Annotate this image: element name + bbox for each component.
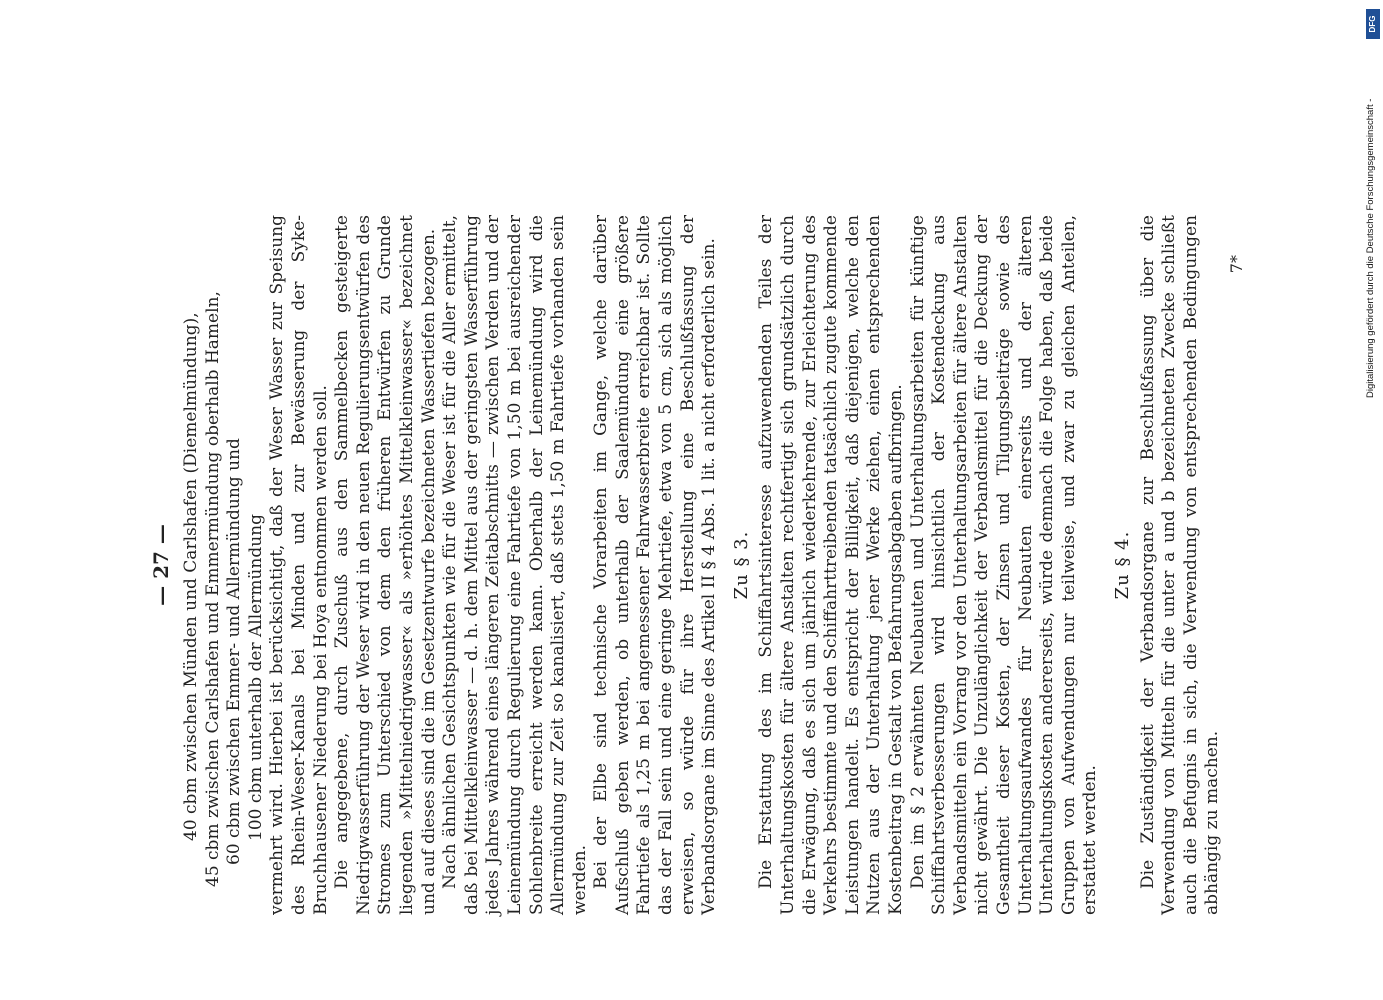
paragraph: Nach ähnlichen Gesichtspunkten wie für die Weser ist für die Aller ermittelt, daß bei Mittelkleinwasser — d. h. dem Mittel aus der geringsten Wasserführung jedes Jahres während eines längeren Zeitabschnitts — zwischen Verden und der Leinemündung durch Regulierung eine Fahrtiefe von 1,50 m bei ausreichender Sohlenbreite erreicht werden kann. Oberhalb der Leinemündung wird die Allermündung zur Zeit so kanalisiert, daß stets 1,50 m Fahrtiefe vorhanden sein werden. [440, 215, 590, 915]
paragraph: Den im § 2 erwähnten Neubauten und Unterhaltungsarbeiten für künftige Schiffahrtsverbesserungen wird hinsichtlich der Kostendeckung aus Verbandsmitteln ein Vorrang vor den Unterhaltungsarbeiten für ältere Anstalten nicht gewährt. Die Unzulänglichkeit der Verbandsmittel für die Deckung der Gesamtheit dieser Kosten, der Zinsen und Tilgungsbeiträge sowie des Unterhaltungsaufwandes für Neubauten einerseits und der älteren Unterhaltungskosten andererseits, würde demnach die Folge haben, daß beide Gruppen von Aufwendungen nur teilweise, und zwar zu gleichen Anteilen, erstattet werden. [907, 215, 1101, 915]
digitization-credit [1362, 8, 1382, 398]
credit-text: Digitalisierung gefördert durch die Deutsche Forschungsgemeinschaft - [1365, 98, 1376, 398]
rotated-text-block [149, 215, 1246, 915]
list-item: 40 cbm zwischen Münden und Carlshafen (Diemelmündung), [181, 312, 201, 841]
paragraph: Die Erstattung des im Schiffahrtsinteresse aufzuwendenden Teiles der Unterhaltungskosten für ältere Anstalten rechtfertigt sich grundsätzlich durch die Erwägung, daß es sich um jährlich wiederkehrende, zur Erleichterung des Verkehrs bestimmte und den Schiffahrttreibenden tatsächlich zugute kommende Leistungen handelt. Es entspricht der Billigkeit, daß diejenigen, welche den Nutzen aus der Unterhaltung jener Werke ziehen, einen entsprechenden Kostenbeitrag in Gestalt von Befahrungsabgaben aufbringen. [756, 215, 906, 915]
paragraph: Bei der Elbe sind technische Vorarbeiten im Gange, welche darüber Aufschluß geben werden, ob unterhalb der Saalemündung eine größere Fahrtiefe als 1,25 m bei angemessener Fahrwasserbreite erreichbar ist. Sollte das der Fall sein und eine geringe Mehrtiefe, etwa von 5 cm, sich als möglich erweisen, so würde für ihre Herstellung eine Beschlußfassung der Verbandsorgane im Sinne des Artikel II § 4 Abs. 1 lit. a nicht erforderlich sein. [591, 215, 720, 915]
page-header: — 27 — [149, 524, 173, 606]
section-heading-4: Zu § 4. [1111, 530, 1133, 600]
paragraph: Die Zuständigkeit der Verbandsorgane zur Beschlußfassung über die Verwendung von Mitteln für die unter a und b bezeichneten Zwecke schließt auch die Befugnis in sich, die Verwendung von entsprechenden Bedingungen abhängig zu machen. [1137, 215, 1223, 915]
list-item: 45 cbm zwischen Carlshafen und Emmermündung oberhalb Hameln, [202, 291, 223, 887]
list-item: 60 cbm zwischen Emmer- und Allermündung und [224, 438, 245, 865]
list-item: 100 cbm unterhalb der Allermündung [245, 514, 266, 841]
paragraph: Die angegebene, durch Zuschuß aus den Sammelbecken gesteigerte Niedrigwasserführung der Weser wird in den neuen Regulierungsentwürfen des Stromes zum Unterschied von dem den früheren Entwürfen zu Grunde liegenden »Mittelniedrigwasser« als »erhöhtes Mittelkleinwasser« bezeichnet und auf dieses sind die im Gesetzentwurfe bezeichneten Wassertiefen bezogen. [332, 215, 439, 915]
dfg-logo-icon [1366, 9, 1380, 39]
paragraph: vermehrt wird. Hierbei ist berücksichtigt, daß der Weser Wasser zur Speisung des Rhein-Weser-Kanals bei Minden und zur Bewässerung der Syke-Bruchhausener Niederung bei Hoya entnommen werden soll. [267, 215, 331, 915]
section-heading-3: Zu § 3. [730, 530, 752, 600]
dfg-logo-label: DFG [1368, 15, 1377, 33]
signature-mark: 7* [1226, 255, 1246, 274]
